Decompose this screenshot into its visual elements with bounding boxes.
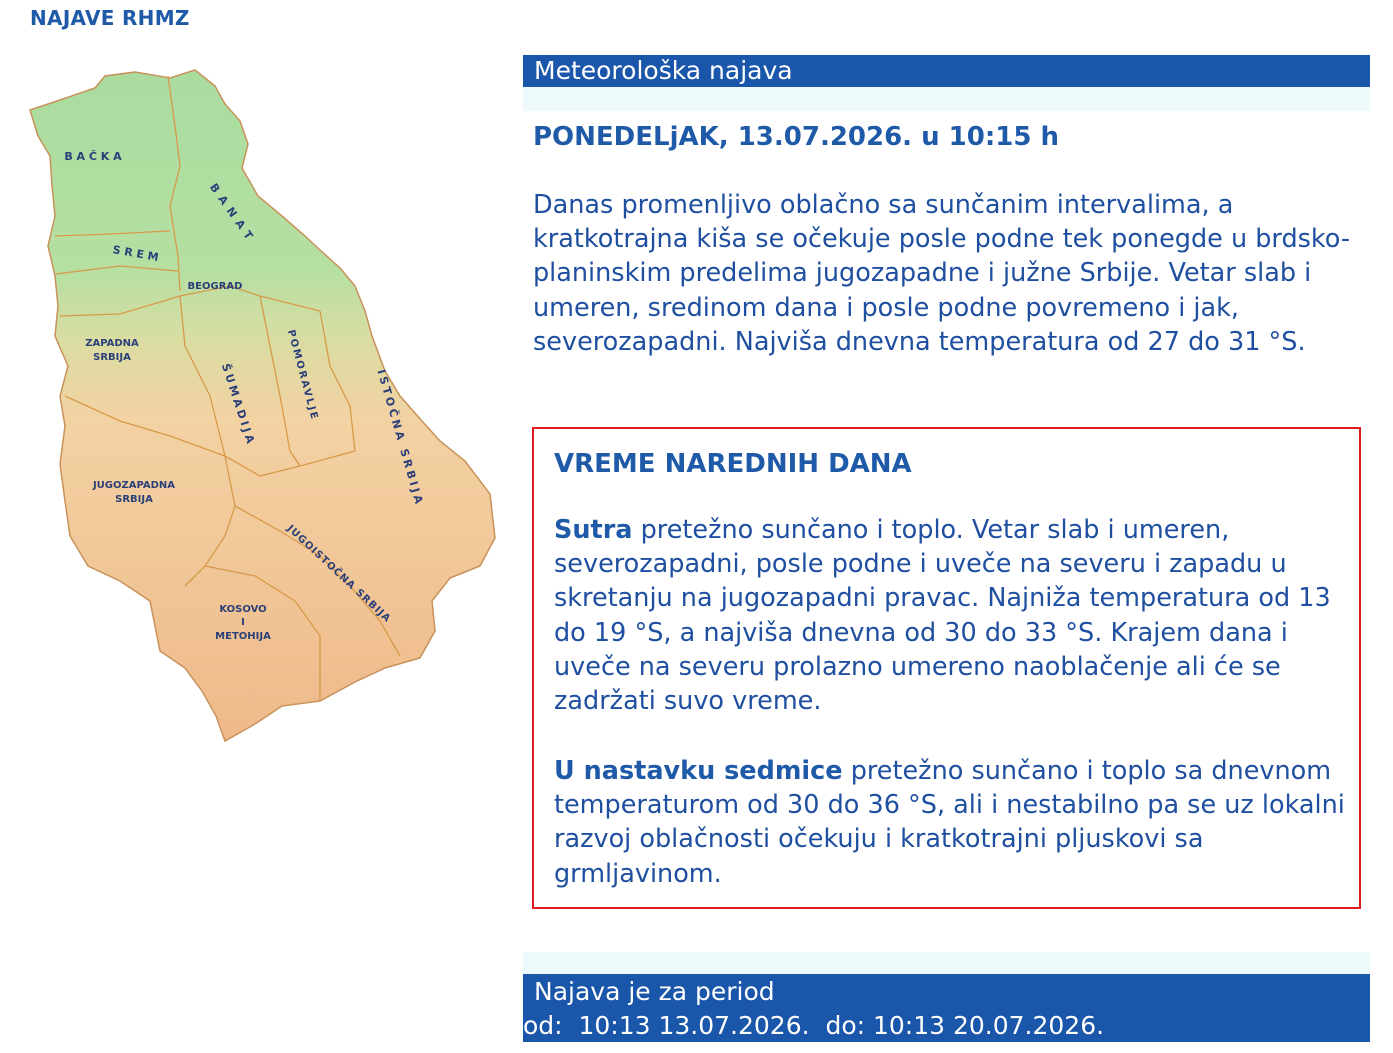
label-istocna: ISTOČNA SRBIJA	[374, 368, 427, 509]
week-label: U nastavku sedmice	[554, 756, 843, 786]
label-jugozapadna-1: JUGOZAPADNA	[92, 480, 176, 491]
forecast-text: Danas promenljivo oblačno sa sunčanim intervalima, a kratkotrajna kiša se očekuje posle podne tek ponegde u brdsko-planinskim predelima jugozapadne i južne Srbije. Vetar slab i umeren, sredinom dana i posle podne povremeno i jak, severozapadni. Najviša dnevna temperatura od 27 do 31 °S.	[533, 190, 1351, 357]
period-line-2: od: 10:13 13.07.2026. do: 10:13 20.07.2026.	[523, 1011, 1105, 1040]
next-days-title: VREME NAREDNIH DANA	[554, 449, 912, 479]
serbia-regions-map	[20, 66, 505, 746]
label-kosovo-2: I	[241, 617, 245, 628]
label-kosovo-3: METOHIJA	[215, 631, 271, 642]
next-days-box	[532, 427, 1361, 909]
next-days-week	[554, 754, 1354, 891]
forecast-date: PONEDELjAK, 13.07.2026. u 10:15 h	[533, 122, 1059, 152]
label-kosovo-1: KOSOVO	[219, 604, 267, 615]
forecast-header: Meteorološka najava	[523, 55, 1370, 87]
label-srem: S R E M	[111, 243, 160, 264]
tomorrow-text: pretežno sunčano i toplo. Vetar slab i umeren, severozapadni, posle podne i uveče na severu i zapadu u skretanju na jugozapadni pravac. Najniža temperatura od 13 do 19 °S, a najviša dnevna od 30 do 33 °S. Krajem dana i uveče na severu prolazno umereno naoblačenje ali će se zadržati suvo vreme.	[554, 515, 1331, 717]
label-backa: B A Č K A	[64, 150, 122, 163]
tomorrow-label: Sutra	[554, 515, 633, 545]
week-text: pretežno sunčano i toplo sa dnevnom temperaturom od 30 do 36 °S, ali i nestabilno pa se uz lokalni razvoj oblačnosti očekuju i kratkotrajni pljuskovi sa grmljavinom.	[554, 756, 1345, 889]
label-pomoravlje: POMORAVLJE	[284, 328, 320, 423]
label-zapadna-2: SRBIJA	[93, 352, 131, 363]
label-sumadija: ŠUMADIJA	[218, 361, 258, 448]
label-jugoistocna: JUGOISTOČNA SRBIJA	[284, 523, 393, 626]
label-banat: BANAT	[207, 181, 259, 247]
period-footer	[523, 974, 1370, 1042]
label-jugozapadna-2: SRBIJA	[115, 494, 153, 505]
period-line-1: Najava je za period	[534, 977, 775, 1006]
next-days-tomorrow	[554, 513, 1354, 718]
footer-strip	[523, 952, 1370, 974]
header-strip	[523, 87, 1370, 111]
label-beograd: BEOGRAD	[187, 281, 243, 292]
label-zapadna-1: ZAPADNA	[85, 338, 139, 349]
site-title: NAJAVE RHMZ	[30, 6, 190, 30]
